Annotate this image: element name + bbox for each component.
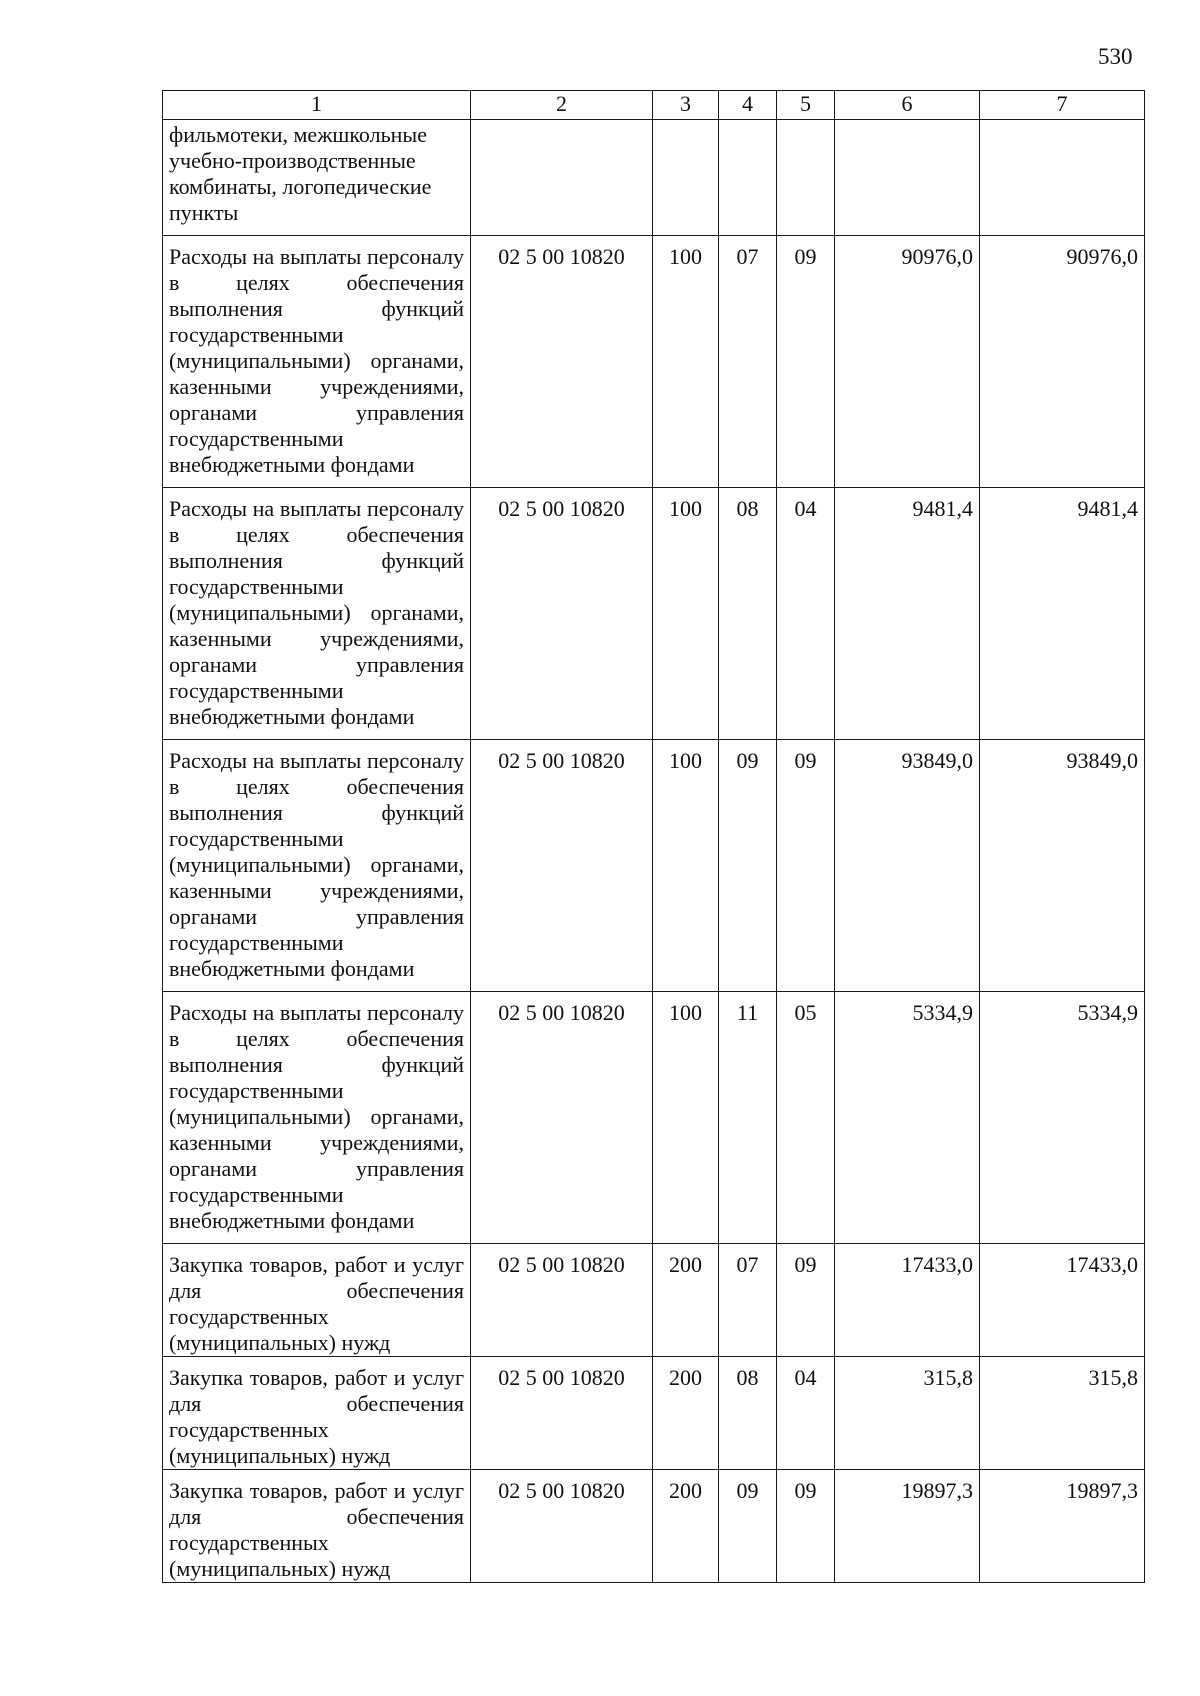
row-col4: 11 bbox=[719, 992, 777, 1244]
row-col3: 100 bbox=[653, 740, 719, 992]
row-col4: 09 bbox=[719, 1470, 777, 1583]
table-row bbox=[163, 740, 1145, 992]
row-code: 02 5 00 10820 bbox=[471, 236, 653, 488]
row-col3: 100 bbox=[653, 236, 719, 488]
table-row bbox=[163, 488, 1145, 740]
table-row bbox=[163, 236, 1145, 488]
row-col4: 07 bbox=[719, 1244, 777, 1357]
row-col5: 09 bbox=[777, 1470, 835, 1583]
row-col6: 90976,0 bbox=[835, 236, 980, 488]
row-col7: 90976,0 bbox=[980, 236, 1145, 488]
row-col5: 09 bbox=[777, 740, 835, 992]
row-code bbox=[471, 120, 653, 236]
row-description: Расходы на выплаты персоналу в целях обеспечения выполнения функций государственными (муниципальными) органами, казенными учреждениями, органами управления государственными внебюджетными фондами bbox=[163, 236, 471, 488]
row-col5: 04 bbox=[777, 488, 835, 740]
row-col6: 315,8 bbox=[835, 1357, 980, 1470]
table-row bbox=[163, 120, 1145, 236]
row-col6: 9481,4 bbox=[835, 488, 980, 740]
row-col5: 04 bbox=[777, 1357, 835, 1470]
row-col5: 09 bbox=[777, 236, 835, 488]
row-code: 02 5 00 10820 bbox=[471, 992, 653, 1244]
row-col3 bbox=[653, 120, 719, 236]
row-code: 02 5 00 10820 bbox=[471, 1470, 653, 1583]
row-col7: 315,8 bbox=[980, 1357, 1145, 1470]
row-col6: 93849,0 bbox=[835, 740, 980, 992]
row-col6: 19897,3 bbox=[835, 1470, 980, 1583]
table-row bbox=[163, 1357, 1145, 1470]
table-row bbox=[163, 1470, 1145, 1583]
column-header-3: 3 bbox=[653, 91, 719, 120]
row-col4: 08 bbox=[719, 1357, 777, 1470]
row-code: 02 5 00 10820 bbox=[471, 488, 653, 740]
column-header-5: 5 bbox=[777, 91, 835, 120]
column-header-2: 2 bbox=[471, 91, 653, 120]
page-number: 530 bbox=[1098, 44, 1133, 69]
row-col4: 09 bbox=[719, 740, 777, 992]
row-col5: 09 bbox=[777, 1244, 835, 1357]
column-header-4: 4 bbox=[719, 91, 777, 120]
row-col7: 17433,0 bbox=[980, 1244, 1145, 1357]
row-col7 bbox=[980, 120, 1145, 236]
row-col4: 08 bbox=[719, 488, 777, 740]
row-col6 bbox=[835, 120, 980, 236]
row-code: 02 5 00 10820 bbox=[471, 1357, 653, 1470]
row-col7: 93849,0 bbox=[980, 740, 1145, 992]
row-col4 bbox=[719, 120, 777, 236]
row-col7: 5334,9 bbox=[980, 992, 1145, 1244]
row-col4: 07 bbox=[719, 236, 777, 488]
row-col3: 100 bbox=[653, 488, 719, 740]
header-row bbox=[163, 91, 1145, 120]
row-col5 bbox=[777, 120, 835, 236]
table-row bbox=[163, 1244, 1145, 1357]
row-col6: 5334,9 bbox=[835, 992, 980, 1244]
row-col3: 100 bbox=[653, 992, 719, 1244]
row-col5: 05 bbox=[777, 992, 835, 1244]
row-code: 02 5 00 10820 bbox=[471, 740, 653, 992]
table-row bbox=[163, 992, 1145, 1244]
row-description: Расходы на выплаты персоналу в целях обеспечения выполнения функций государственными (муниципальными) органами, казенными учреждениями, органами управления государственными внебюджетными фондами bbox=[163, 488, 471, 740]
column-header-6: 6 bbox=[835, 91, 980, 120]
row-description: Расходы на выплаты персоналу в целях обеспечения выполнения функций государственными (муниципальными) органами, казенными учреждениями, органами управления государственными внебюджетными фондами bbox=[163, 740, 471, 992]
row-col7: 19897,3 bbox=[980, 1470, 1145, 1583]
column-header-7: 7 bbox=[980, 91, 1145, 120]
row-description: Закупка товаров, работ и услуг для обеспечения государственных (муниципальных) нужд bbox=[163, 1357, 471, 1470]
row-description: Закупка товаров, работ и услуг для обеспечения государственных (муниципальных) нужд bbox=[163, 1244, 471, 1357]
row-col3: 200 bbox=[653, 1357, 719, 1470]
row-description: Закупка товаров, работ и услуг для обеспечения государственных (муниципальных) нужд bbox=[163, 1470, 471, 1583]
column-header-1: 1 bbox=[163, 91, 471, 120]
row-description: фильмотеки, межшкольные учебно-производственные комбинаты, логопедические пункты bbox=[163, 120, 471, 236]
row-col3: 200 bbox=[653, 1244, 719, 1357]
row-description: Расходы на выплаты персоналу в целях обеспечения выполнения функций государственными (муниципальными) органами, казенными учреждениями, органами управления государственными внебюджетными фондами bbox=[163, 992, 471, 1244]
row-code: 02 5 00 10820 bbox=[471, 1244, 653, 1357]
budget-table bbox=[162, 90, 1145, 1583]
row-col3: 200 bbox=[653, 1470, 719, 1583]
row-col6: 17433,0 bbox=[835, 1244, 980, 1357]
row-col7: 9481,4 bbox=[980, 488, 1145, 740]
